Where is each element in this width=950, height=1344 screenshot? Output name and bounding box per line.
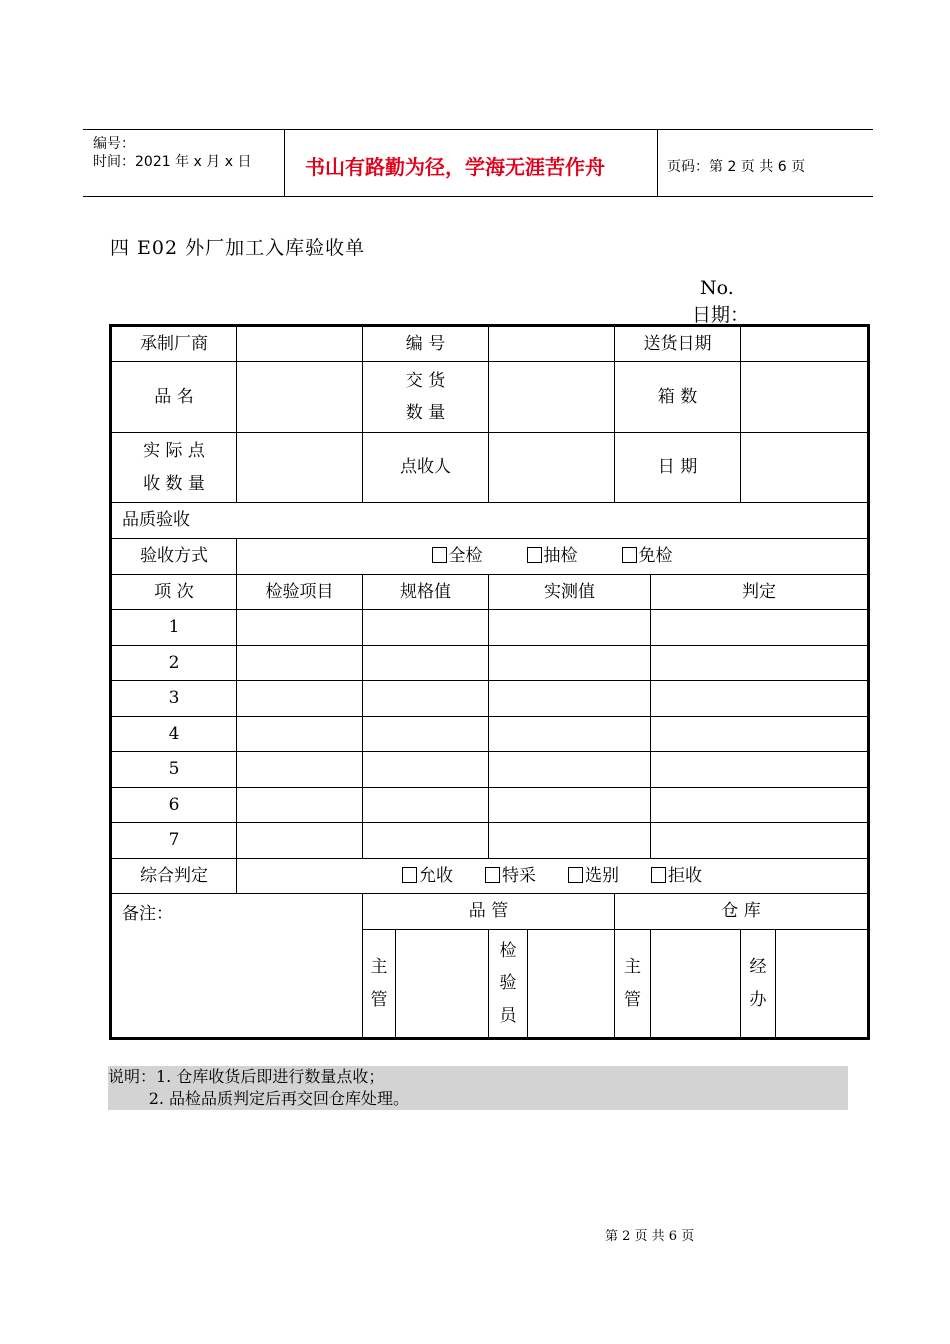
measured-field[interactable] <box>489 610 651 646</box>
header-top-rule <box>83 129 873 130</box>
col-spec-value: 规格值 <box>363 575 489 610</box>
item-field[interactable] <box>237 681 363 717</box>
page-info: 页码：第 2 页 共 6 页 <box>667 159 806 175</box>
spec-field[interactable] <box>363 752 489 788</box>
number-label: 编 号 <box>363 326 489 362</box>
item-field[interactable] <box>237 752 363 788</box>
vertical-char: 管 <box>370 989 388 1010</box>
spec-field[interactable] <box>363 681 489 717</box>
checkbox-icon[interactable] <box>485 867 500 883</box>
header-slogan: 书山有路勤为径，学海无涯苦作舟 <box>305 155 605 179</box>
judgement-field[interactable] <box>651 823 869 859</box>
vertical-char: 检 <box>499 941 517 962</box>
form-row-judgement <box>111 859 869 894</box>
special-accept-option[interactable] <box>485 860 536 892</box>
date-label: 日 期 <box>615 433 741 503</box>
overall-judgement-label: 综合判定 <box>111 859 237 894</box>
item-number: 2 <box>111 646 237 681</box>
check-method-label: 验收方式 <box>111 539 237 575</box>
item-field[interactable] <box>237 823 363 859</box>
option-label: 全检 <box>448 546 483 567</box>
receiver-field[interactable] <box>489 433 615 503</box>
option-label: 免检 <box>638 546 673 567</box>
form-row-actual-count <box>111 433 869 503</box>
manufacturer-label: 承制厂商 <box>111 326 237 362</box>
qc-supervisor-label <box>363 930 396 1039</box>
accept-option[interactable] <box>402 860 453 892</box>
item-field[interactable] <box>237 646 363 681</box>
product-name-label: 品 名 <box>111 362 237 433</box>
product-name-field[interactable] <box>237 362 363 433</box>
checkbox-icon[interactable] <box>622 547 637 563</box>
measured-field[interactable] <box>489 823 651 859</box>
doc-number-label: 编号： <box>93 136 135 152</box>
vertical-char: 员 <box>499 1005 517 1026</box>
form-row-signoff-header <box>111 894 869 930</box>
form-row-manufacturer <box>111 326 869 362</box>
checkbox-icon[interactable] <box>432 547 447 563</box>
item-number: 5 <box>111 752 237 788</box>
item-field[interactable] <box>237 788 363 823</box>
warehouse-section-label: 仓 库 <box>615 894 869 930</box>
number-field[interactable] <box>489 326 615 362</box>
delivery-qty-label <box>363 362 489 433</box>
actual-count-label-line2: 收 数 量 <box>143 473 205 494</box>
vertical-char: 主 <box>624 957 641 978</box>
checkbox-icon[interactable] <box>568 867 583 883</box>
item-number: 7 <box>111 823 237 859</box>
item-number: 4 <box>111 717 237 752</box>
remarks-label: 备注： <box>122 904 173 924</box>
check-method-options <box>237 539 869 575</box>
judgement-field[interactable] <box>651 681 869 717</box>
checkbox-icon[interactable] <box>527 547 542 563</box>
actual-count-field[interactable] <box>237 433 363 503</box>
spec-field[interactable] <box>363 717 489 752</box>
measured-field[interactable] <box>489 752 651 788</box>
vertical-char: 办 <box>749 989 767 1010</box>
judgement-field[interactable] <box>651 717 869 752</box>
qc-inspector-label <box>489 930 528 1039</box>
qc-supervisor-signature[interactable] <box>396 930 489 1039</box>
instructions-note <box>108 1066 848 1110</box>
delivery-qty-label-line2: 数 量 <box>405 403 446 423</box>
col-measured-value: 实测值 <box>489 575 651 610</box>
delivery-qty-label-line1: 交 货 <box>405 370 446 391</box>
remarks-area[interactable] <box>111 894 363 1039</box>
sampling-inspection-option[interactable] <box>527 540 578 572</box>
spec-field[interactable] <box>363 823 489 859</box>
option-label: 抽检 <box>543 546 578 567</box>
inspection-form-table <box>109 324 870 1040</box>
vertical-char: 验 <box>499 973 517 994</box>
measured-field[interactable] <box>489 681 651 717</box>
page-footer: 第 2 页 共 6 页 <box>605 1229 695 1244</box>
item-field[interactable] <box>237 717 363 752</box>
checkbox-icon[interactable] <box>402 867 417 883</box>
judgement-field[interactable] <box>651 646 869 681</box>
actual-count-label <box>111 433 237 503</box>
date-field[interactable] <box>741 433 869 503</box>
judgement-field[interactable] <box>651 752 869 788</box>
measured-field[interactable] <box>489 717 651 752</box>
header-divider <box>657 130 658 196</box>
spec-field[interactable] <box>363 788 489 823</box>
option-label: 特采 <box>502 865 536 886</box>
form-date-label: 日期： <box>692 304 750 326</box>
manufacturer-field[interactable] <box>237 326 363 362</box>
qc-section-label: 品 管 <box>363 894 615 930</box>
col-item-no: 项 次 <box>111 575 237 610</box>
checkbox-icon[interactable] <box>651 867 666 883</box>
exempt-inspection-option[interactable] <box>622 540 673 572</box>
table-row <box>111 681 869 717</box>
form-title: 四 E02 外厂加工入库验收单 <box>110 237 366 259</box>
table-row <box>111 610 869 646</box>
item-number: 6 <box>111 788 237 823</box>
item-field[interactable] <box>237 610 363 646</box>
col-judgement: 判定 <box>651 575 869 610</box>
option-label: 选别 <box>585 865 619 886</box>
table-row <box>111 823 869 859</box>
vertical-char: 主 <box>370 957 388 978</box>
note-line-1: 说明：1. 仓库收货后即进行数量点收； <box>108 1067 385 1086</box>
form-row-check-method <box>111 539 869 575</box>
measured-field[interactable] <box>489 788 651 823</box>
option-label: 允收 <box>419 865 453 886</box>
sort-option[interactable] <box>568 860 619 892</box>
full-inspection-option[interactable] <box>432 540 483 572</box>
overall-judgement-options <box>237 859 869 894</box>
item-number: 1 <box>111 610 237 646</box>
table-row <box>111 752 869 788</box>
box-count-field[interactable] <box>741 362 869 433</box>
note-line-2: 2. 品检品质判定后再交回仓库处理。 <box>108 1089 410 1108</box>
table-row <box>111 646 869 681</box>
items-header-row <box>111 575 869 610</box>
measured-field[interactable] <box>489 646 651 681</box>
table-row <box>111 788 869 823</box>
quality-check-heading: 品质验收 <box>111 503 869 539</box>
actual-count-label-line1: 实 际 点 <box>143 441 205 462</box>
box-count-label: 箱 数 <box>615 362 741 433</box>
spec-field[interactable] <box>363 610 489 646</box>
receiver-label: 点收人 <box>363 433 489 503</box>
judgement-field[interactable] <box>651 788 869 823</box>
delivery-date-label: 送货日期 <box>615 326 741 362</box>
reject-option[interactable] <box>651 860 702 892</box>
spec-field[interactable] <box>363 646 489 681</box>
doc-time-label: 时间：2021 年 x 月 x 日 <box>93 154 252 170</box>
item-number: 3 <box>111 681 237 717</box>
wh-handler-signature[interactable] <box>776 930 869 1039</box>
judgement-field[interactable] <box>651 610 869 646</box>
col-inspection-item: 检验项目 <box>237 575 363 610</box>
form-no-label: No. <box>700 277 734 299</box>
vertical-char: 管 <box>624 989 641 1010</box>
option-label: 拒收 <box>668 865 702 886</box>
wh-supervisor-signature[interactable] <box>651 930 741 1039</box>
qc-inspector-signature[interactable] <box>528 930 615 1039</box>
wh-handler-label <box>741 930 776 1039</box>
form-row-quality <box>111 503 869 539</box>
header-divider <box>284 130 285 196</box>
delivery-qty-field[interactable] <box>489 362 615 433</box>
vertical-char: 经 <box>749 957 767 978</box>
header-bottom-rule <box>83 196 873 197</box>
table-row <box>111 717 869 752</box>
form-row-product <box>111 362 869 433</box>
delivery-date-field[interactable] <box>741 326 869 362</box>
wh-supervisor-label <box>615 930 651 1039</box>
